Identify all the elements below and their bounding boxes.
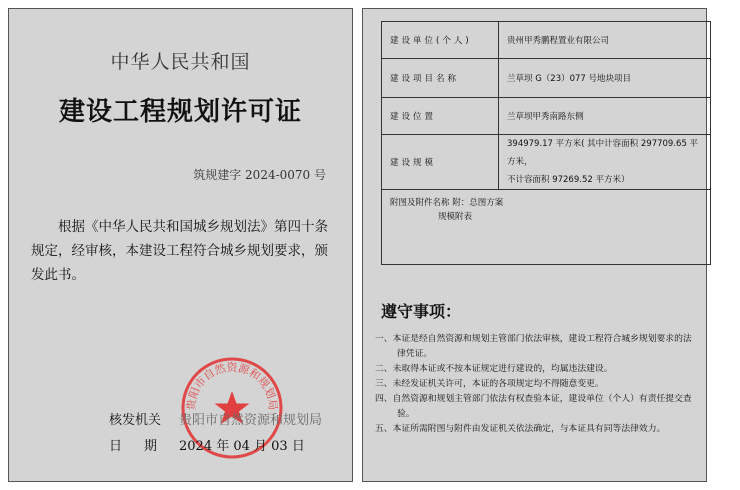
scale-line-2: 不计容面积 97269.52 平方米） (507, 175, 630, 185)
table-row (382, 59, 711, 98)
issue-date-value: 2024 年 04 月 03 日 (179, 439, 305, 454)
permit-number: 筑规建字 2024-0070 号 (193, 168, 326, 182)
table-row (382, 190, 711, 265)
table-row (382, 135, 711, 190)
table-row (382, 22, 711, 59)
list-item: 四、自然资源和规划主管部门依法有权查验本证，建设单位（个人）有责任提交查验。 (375, 394, 692, 419)
row-label: 建设单位(个人) (382, 22, 499, 59)
list-item: 一、本证是经自然资源和规划主管部门依法审核，建设工程符合城乡规划要求的法律凭证。 (375, 334, 692, 359)
issuer-label: 核发机关 (109, 413, 162, 428)
certificate-details-page (362, 8, 707, 482)
row-value: 兰草坝 G（23）077 号地块项目 (499, 59, 711, 98)
list-item: 五、本证所需附图与附件由发证机关依法确定，与本证具有同等法律效力。 (375, 424, 666, 434)
row-label: 建设项目名称 (382, 59, 499, 98)
notes-list (375, 332, 700, 437)
issue-date-label: 日期 (109, 439, 180, 454)
row-label: 建设规模 (382, 135, 499, 190)
certificate-body-text: 根据《中华人民共和国城乡规划法》第四十条规定，经审核，本建设工程符合城乡规划要求，颁发此书。 (31, 219, 328, 283)
seal-text: 贵阳市自然资源和规划局 (184, 361, 280, 411)
attachments-line-2: 规模附表 (438, 212, 473, 222)
list-item: 二、未取得本证或不按本证规定进行建设的，均属违法建设。 (375, 364, 613, 374)
certificate-title: 建设工程规划许可证 (58, 97, 302, 127)
attachments-line-1: 附图及附件名称 附：总图方案 (390, 198, 504, 208)
list-item: 三、未经发证机关许可，本证的各项规定均不得随意变更。 (375, 379, 604, 389)
row-value: 兰草坝甲秀南路东侧 (499, 98, 711, 135)
notes-title: 遵守事项： (381, 302, 462, 321)
construction-scale-value (499, 135, 711, 190)
table-row (382, 98, 711, 135)
certificate-cover-page (8, 8, 353, 482)
row-value: 贵州甲秀鹏程置业有限公司 (499, 22, 711, 59)
row-label: 建设位置 (382, 98, 499, 135)
project-info-table (381, 21, 711, 265)
scale-line-1: 394979.17 平方米( 其中计容面积 297709.65 平方米， (507, 139, 699, 167)
issuer-value: 贵阳市自然资源和规划局 (179, 413, 323, 428)
attachments-cell (382, 190, 711, 265)
country-name: 中华人民共和国 (110, 51, 251, 73)
